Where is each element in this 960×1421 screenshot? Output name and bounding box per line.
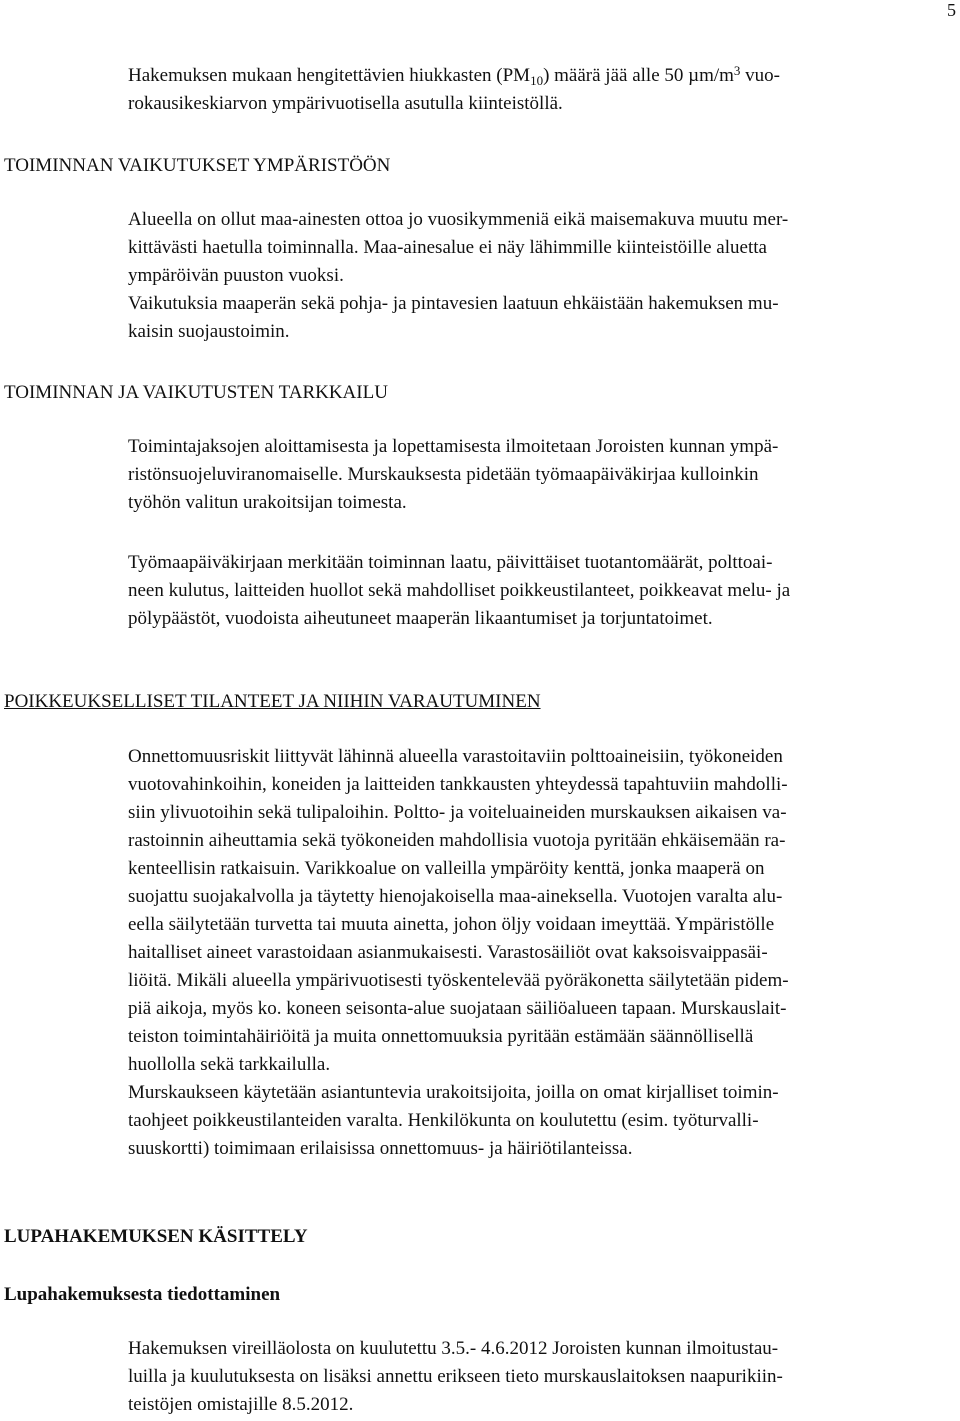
text-line: ympäröivän puuston vuoksi.: [128, 265, 344, 286]
unit-superscript: 3: [733, 63, 741, 78]
text-line: huollolla sekä tarkkailulla.: [128, 1054, 331, 1075]
text-line: kenteellisin ratkaisuin. Varikkoalue on valleilla ympäröity kenttä, jonka maaperä on: [128, 858, 765, 879]
text-line: Toimintajaksojen aloittamisesta ja lopettamisesta ilmoitetaan Joroisten kunnan ympä-: [128, 436, 779, 457]
text-line: neen kulutus, laitteiden huollot sekä mahdolliset poikkeustilanteet, poikkeavat melu- ja: [128, 580, 791, 601]
subheading-tiedottaminen: Lupahakemuksesta tiedottaminen: [4, 1284, 281, 1305]
heading-kasittely: LUPAHAKEMUKSEN KÄSITTELY: [4, 1226, 308, 1247]
text-line: teistöjen omistajille 8.5.2012.: [128, 1394, 354, 1415]
text-line: rastoinnin aiheuttamia sekä työkoneiden mahdollisia vuotoja pyritään ehkäisemään ra-: [128, 830, 786, 851]
text-line: luilla ja kuulutuksesta on lisäksi annettu erikseen tieto murskauslaitoksen naapurikiin-: [128, 1366, 783, 1387]
text-line: kittävästi haetulla toiminnalla. Maa-ainesalue ei näy lähimmille kiinteistöille aluetta: [128, 237, 767, 258]
text-line: työhön valitun urakoitsijan toimesta.: [128, 492, 407, 513]
pm-subscript: 10: [530, 73, 544, 88]
text-line: Onnettomuusriskit liittyvät lähinnä alueella varastoitaviin polttoaineisiin, työkoneiden: [128, 746, 783, 767]
intro-paragraph: [128, 62, 780, 118]
tarkkailu-paragraph-2: [128, 549, 790, 633]
text-line: Murskaukseen käytetään asiantuntevia urakoitsijoita, joilla on omat kirjalliset toimin-: [128, 1082, 779, 1103]
heading-poikkeukselliset: POIKKEUKSELLISET TILANTEET JA NIIHIN VARAUTUMINEN: [4, 691, 541, 712]
text-line: haitalliset aineet varastoidaan asianmukaisesti. Varastosäiliöt ovat kaksoisvaippasäi-: [128, 942, 768, 963]
text-line: vuotovahinkoihin, koneiden ja laitteiden tankkausten yhteydessä tapahtuviin mahdolli-: [128, 774, 788, 795]
text-line: liöitä. Mikäli alueella ympärivuotisesti työskentelevää pyöräkonetta säilytetään pidem-: [128, 970, 789, 991]
vaikutukset-paragraph: [128, 206, 788, 346]
text-line: suojattu suojakalvolla ja täytetty hienojakoisella maa-aineksella. Vuotojen varalta alu-: [128, 886, 783, 907]
heading-tarkkailu: TOIMINNAN JA VAIKUTUSTEN TARKKAILU: [4, 382, 388, 403]
text-line: ristönsuojeluviranomaiselle. Murskauksesta pidetään työmaapäiväkirjaa kulloinkin: [128, 464, 759, 485]
text-line: Hakemuksen vireilläolosta on kuulutettu 3.5.- 4.6.2012 Joroisten kunnan ilmoitustau-: [128, 1338, 779, 1359]
poikkeukselliset-paragraph-1: [128, 743, 789, 1163]
text-line: suuskortti) toimimaan erilaisissa onnettomuus- ja häiriötilanteissa.: [128, 1138, 633, 1159]
text-line: siin ylivuotoihin sekä tulipaloihin. Poltto- ja voiteluaineiden murskauksen aikaisen va-: [128, 802, 787, 823]
text-line: Työmaapäiväkirjaan merkitään toiminnan laatu, päivittäiset tuotantomäärät, polttoai-: [128, 552, 773, 573]
intro-text: vuo-: [740, 65, 780, 86]
intro-text: Hakemuksen mukaan hengitettävien hiukkasten (PM: [128, 65, 531, 86]
intro-text: ) määrä jää alle 50 µm/m: [543, 65, 734, 86]
text-line: Alueella on ollut maa-ainesten ottoa jo vuosikymmeniä eikä maisemakuva muutu mer-: [128, 209, 789, 230]
text-line: pölypäästöt, vuodoista aiheutuneet maaperän likaantumiset ja torjuntatoimet.: [128, 608, 713, 629]
text-line: teiston toimintahäiriöitä ja muita onnettomuuksia pyritään estämään säännöllisellä: [128, 1026, 754, 1047]
kasittely-paragraph: [128, 1335, 783, 1419]
intro-line: [128, 62, 780, 90]
text-line: Vaikutuksia maaperän sekä pohja- ja pintavesien laatuun ehkäistään hakemuksen mu-: [128, 293, 779, 314]
text-line: piä aikoja, myös ko. koneen seisonta-alue suojataan säiliöalueen tapaan. Murskauslait-: [128, 998, 787, 1019]
intro-line: rokausikeskiarvon ympärivuotisella asutulla kiinteistöllä.: [128, 93, 563, 114]
text-line: eella säilytetään turvetta tai muuta ainetta, johon öljy voidaan imeyttää. Ympäristölle: [128, 914, 775, 935]
text-line: kaisin suojaustoimin.: [128, 321, 290, 342]
text-line: taohjeet poikkeustilanteiden varalta. Henkilökunta on koulutettu (esim. työturvalli-: [128, 1110, 759, 1131]
heading-vaikutukset: TOIMINNAN VAIKUTUKSET YMPÄRISTÖÖN: [4, 155, 391, 176]
tarkkailu-paragraph-1: [128, 433, 778, 517]
page-number: 5: [947, 0, 956, 20]
